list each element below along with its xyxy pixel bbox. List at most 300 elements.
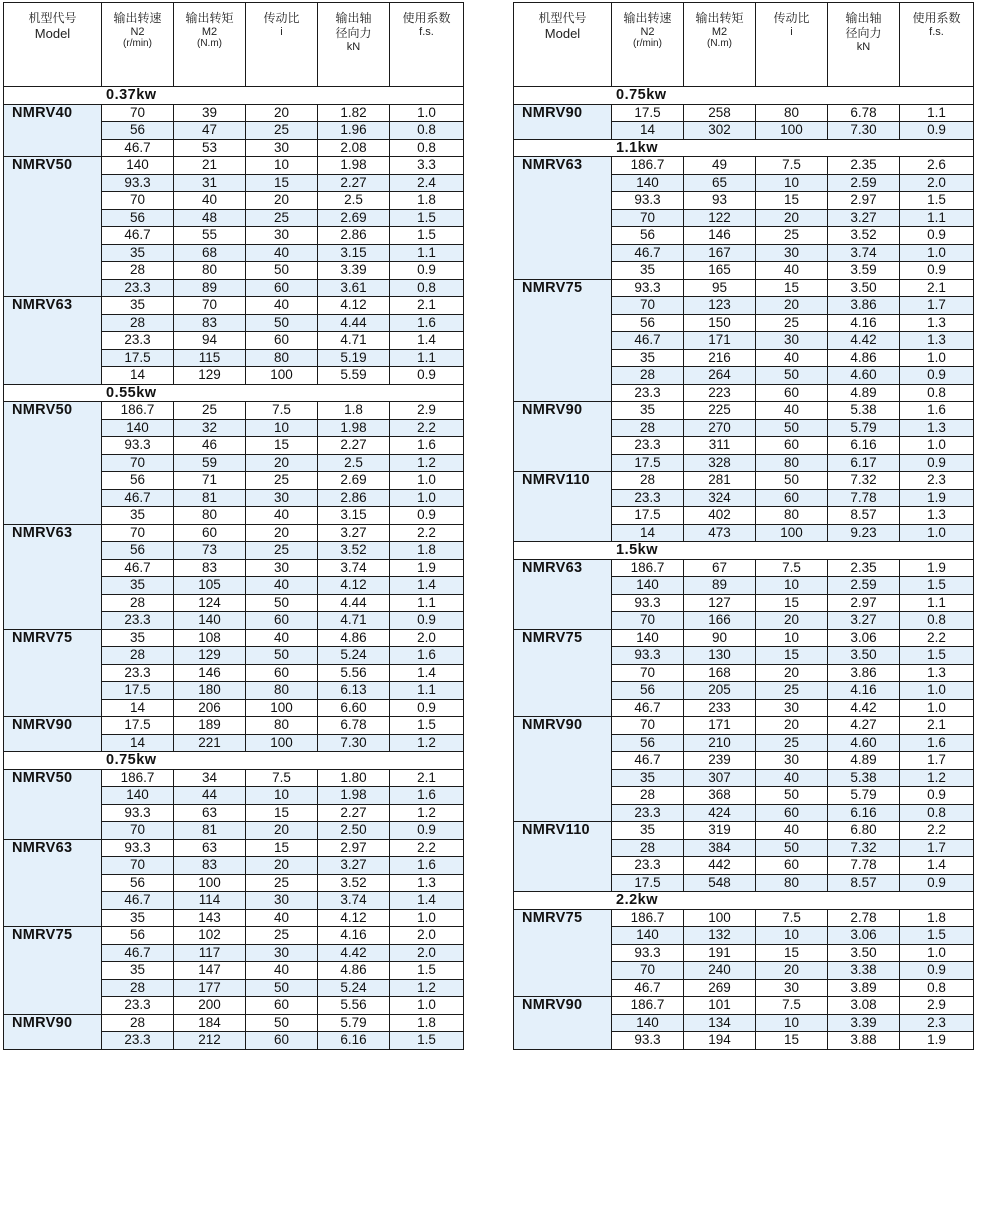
model-code: NMRV50	[4, 157, 102, 297]
cell-output-torque: 194	[684, 1032, 756, 1050]
cell-output-speed: 46.7	[612, 979, 684, 997]
header-row	[4, 3, 464, 87]
model-code: NMRV63	[514, 157, 612, 280]
cell-radial-force: 3.27	[318, 857, 390, 875]
cell-ratio: 40	[246, 909, 318, 927]
header-ratio: 传动比 i	[756, 3, 828, 87]
model-code: NMRV90	[4, 717, 102, 752]
power-section-row	[4, 384, 464, 402]
cell-output-speed: 70	[612, 612, 684, 630]
cell-service-factor: 1.5	[900, 577, 974, 595]
model-code: NMRV75	[4, 629, 102, 717]
cell-output-torque: 319	[684, 822, 756, 840]
cell-radial-force: 5.38	[828, 769, 900, 787]
cell-output-speed: 46.7	[102, 489, 174, 507]
cell-output-speed: 186.7	[612, 559, 684, 577]
table-row	[514, 104, 974, 122]
table-row	[4, 629, 464, 647]
cell-output-speed: 28	[612, 787, 684, 805]
cell-output-speed: 17.5	[612, 454, 684, 472]
cell-ratio: 40	[246, 297, 318, 315]
cell-service-factor: 1.3	[900, 332, 974, 350]
cell-radial-force: 5.79	[828, 787, 900, 805]
cell-output-torque: 324	[684, 489, 756, 507]
cell-service-factor: 1.3	[390, 874, 464, 892]
cell-output-torque: 32	[174, 419, 246, 437]
cell-radial-force: 4.12	[318, 297, 390, 315]
model-code: NMRV90	[514, 997, 612, 1050]
table-body-left	[4, 87, 464, 1050]
cell-ratio: 30	[246, 139, 318, 157]
cell-output-torque: 89	[174, 279, 246, 297]
cell-service-factor: 0.8	[900, 979, 974, 997]
cell-ratio: 40	[756, 822, 828, 840]
cell-radial-force: 3.50	[828, 279, 900, 297]
cell-service-factor: 2.0	[390, 629, 464, 647]
cell-output-speed: 23.3	[612, 804, 684, 822]
cell-radial-force: 4.27	[828, 717, 900, 735]
cell-ratio: 60	[756, 437, 828, 455]
table-row	[4, 402, 464, 420]
model-code: NMRV75	[514, 909, 612, 997]
cell-ratio: 30	[246, 559, 318, 577]
cell-service-factor: 1.5	[390, 717, 464, 735]
cell-output-speed: 14	[102, 699, 174, 717]
cell-output-speed: 35	[612, 262, 684, 280]
cell-ratio: 15	[756, 647, 828, 665]
model-code: NMRV75	[514, 279, 612, 402]
cell-radial-force: 7.30	[318, 734, 390, 752]
cell-radial-force: 1.98	[318, 787, 390, 805]
cell-service-factor: 2.0	[900, 174, 974, 192]
cell-radial-force: 5.56	[318, 997, 390, 1015]
cell-output-speed: 93.3	[612, 279, 684, 297]
cell-radial-force: 3.06	[828, 927, 900, 945]
cell-ratio: 80	[756, 874, 828, 892]
cell-service-factor: 1.0	[390, 489, 464, 507]
cell-radial-force: 2.35	[828, 559, 900, 577]
cell-ratio: 30	[756, 699, 828, 717]
cell-ratio: 30	[756, 979, 828, 997]
cell-ratio: 20	[246, 104, 318, 122]
cell-service-factor: 2.1	[900, 279, 974, 297]
cell-output-torque: 191	[684, 944, 756, 962]
cell-service-factor: 0.9	[900, 262, 974, 280]
cell-service-factor: 1.2	[390, 734, 464, 752]
cell-output-speed: 23.3	[102, 1032, 174, 1050]
cell-output-speed: 140	[612, 927, 684, 945]
cell-service-factor: 1.4	[390, 664, 464, 682]
cell-ratio: 40	[246, 577, 318, 595]
cell-service-factor: 1.4	[390, 577, 464, 595]
spec-table-right	[513, 2, 974, 1050]
cell-output-torque: 47	[174, 122, 246, 140]
cell-service-factor: 1.1	[390, 682, 464, 700]
cell-radial-force: 7.32	[828, 839, 900, 857]
cell-ratio: 15	[246, 804, 318, 822]
cell-service-factor: 0.9	[900, 874, 974, 892]
table-body-right	[514, 87, 974, 1050]
cell-radial-force: 6.78	[318, 717, 390, 735]
cell-ratio: 25	[246, 927, 318, 945]
cell-service-factor: 1.4	[390, 332, 464, 350]
cell-output-torque: 184	[174, 1014, 246, 1032]
header-radial-force: 输出轴 径向力 kN	[828, 3, 900, 87]
cell-service-factor: 0.9	[390, 262, 464, 280]
cell-output-speed: 140	[612, 174, 684, 192]
cell-radial-force: 6.13	[318, 682, 390, 700]
cell-ratio: 50	[246, 262, 318, 280]
cell-output-torque: 140	[174, 612, 246, 630]
cell-output-speed: 70	[102, 192, 174, 210]
cell-output-speed: 186.7	[102, 402, 174, 420]
cell-service-factor: 0.9	[390, 612, 464, 630]
cell-service-factor: 0.9	[390, 822, 464, 840]
cell-output-torque: 307	[684, 769, 756, 787]
cell-ratio: 7.5	[246, 769, 318, 787]
cell-service-factor: 1.5	[390, 209, 464, 227]
cell-output-torque: 40	[174, 192, 246, 210]
model-code: NMRV90	[514, 402, 612, 472]
cell-service-factor: 1.0	[900, 524, 974, 542]
cell-output-speed: 23.3	[612, 857, 684, 875]
cell-radial-force: 4.89	[828, 384, 900, 402]
cell-radial-force: 7.78	[828, 857, 900, 875]
cell-ratio: 50	[246, 1014, 318, 1032]
cell-output-torque: 216	[684, 349, 756, 367]
cell-output-torque: 171	[684, 717, 756, 735]
cell-output-torque: 73	[174, 542, 246, 560]
cell-ratio: 15	[756, 944, 828, 962]
cell-output-speed: 93.3	[612, 944, 684, 962]
cell-output-speed: 93.3	[102, 437, 174, 455]
cell-output-torque: 81	[174, 489, 246, 507]
cell-radial-force: 7.32	[828, 472, 900, 490]
cell-service-factor: 0.8	[390, 122, 464, 140]
cell-ratio: 50	[246, 647, 318, 665]
header-output-torque: 输出转矩 M2 (N.m)	[684, 3, 756, 87]
cell-ratio: 60	[246, 612, 318, 630]
cell-radial-force: 6.60	[318, 699, 390, 717]
cell-output-speed: 46.7	[102, 139, 174, 157]
power-section-row	[4, 87, 464, 105]
cell-service-factor: 1.6	[390, 857, 464, 875]
cell-output-torque: 94	[174, 332, 246, 350]
cell-output-speed: 93.3	[612, 1032, 684, 1050]
cell-service-factor: 0.9	[900, 227, 974, 245]
cell-output-speed: 46.7	[612, 244, 684, 262]
cell-output-speed: 70	[612, 664, 684, 682]
cell-output-torque: 147	[174, 962, 246, 980]
cell-ratio: 15	[246, 174, 318, 192]
cell-service-factor: 2.4	[390, 174, 464, 192]
cell-output-torque: 55	[174, 227, 246, 245]
cell-service-factor: 1.5	[390, 227, 464, 245]
cell-output-torque: 71	[174, 472, 246, 490]
cell-service-factor: 2.3	[900, 1014, 974, 1032]
cell-output-speed: 14	[612, 524, 684, 542]
cell-output-speed: 35	[612, 402, 684, 420]
cell-output-torque: 129	[174, 367, 246, 385]
cell-ratio: 100	[246, 699, 318, 717]
cell-output-speed: 56	[612, 682, 684, 700]
cell-output-torque: 302	[684, 122, 756, 140]
cell-ratio: 40	[246, 244, 318, 262]
cell-output-speed: 28	[612, 839, 684, 857]
cell-radial-force: 4.12	[318, 577, 390, 595]
cell-output-speed: 46.7	[102, 892, 174, 910]
cell-service-factor: 1.8	[390, 1014, 464, 1032]
cell-output-torque: 90	[684, 629, 756, 647]
cell-ratio: 25	[756, 314, 828, 332]
cell-output-torque: 117	[174, 944, 246, 962]
cell-radial-force: 2.5	[318, 192, 390, 210]
power-rating-label: 0.55kw	[4, 384, 464, 402]
cell-ratio: 30	[246, 892, 318, 910]
cell-output-speed: 35	[102, 962, 174, 980]
cell-service-factor: 2.3	[900, 472, 974, 490]
cell-output-torque: 127	[684, 594, 756, 612]
cell-output-torque: 212	[174, 1032, 246, 1050]
cell-ratio: 20	[246, 822, 318, 840]
cell-radial-force: 4.44	[318, 594, 390, 612]
cell-output-torque: 180	[174, 682, 246, 700]
cell-ratio: 15	[756, 594, 828, 612]
model-code: NMRV63	[4, 297, 102, 385]
cell-output-torque: 402	[684, 507, 756, 525]
cell-radial-force: 2.59	[828, 577, 900, 595]
cell-output-speed: 56	[102, 927, 174, 945]
cell-output-speed: 35	[102, 297, 174, 315]
header-service-factor: 使用系数 f.s.	[390, 3, 464, 87]
cell-output-torque: 123	[684, 297, 756, 315]
header-ratio: 传动比 i	[246, 3, 318, 87]
cell-service-factor: 1.2	[900, 769, 974, 787]
cell-output-torque: 270	[684, 419, 756, 437]
cell-radial-force: 3.38	[828, 962, 900, 980]
cell-service-factor: 1.8	[900, 909, 974, 927]
cell-ratio: 80	[246, 682, 318, 700]
power-section-row	[514, 892, 974, 910]
cell-output-speed: 93.3	[612, 192, 684, 210]
cell-output-speed: 17.5	[102, 682, 174, 700]
power-rating-label: 0.37kw	[4, 87, 464, 105]
cell-service-factor: 1.9	[900, 489, 974, 507]
table-row	[514, 909, 974, 927]
cell-ratio: 25	[246, 542, 318, 560]
cell-output-torque: 424	[684, 804, 756, 822]
cell-output-torque: 239	[684, 752, 756, 770]
model-code: NMRV75	[514, 629, 612, 717]
cell-output-torque: 83	[174, 314, 246, 332]
cell-output-torque: 83	[174, 857, 246, 875]
cell-output-torque: 80	[174, 262, 246, 280]
cell-output-torque: 166	[684, 612, 756, 630]
cell-radial-force: 3.15	[318, 244, 390, 262]
cell-ratio: 100	[756, 524, 828, 542]
cell-output-speed: 35	[612, 769, 684, 787]
model-code: NMRV90	[4, 1014, 102, 1049]
cell-radial-force: 2.86	[318, 489, 390, 507]
power-section-row	[514, 87, 974, 105]
spec-table-left	[3, 2, 464, 1050]
cell-ratio: 60	[756, 489, 828, 507]
power-section-row	[514, 542, 974, 560]
cell-ratio: 25	[756, 734, 828, 752]
cell-radial-force: 2.86	[318, 227, 390, 245]
cell-output-speed: 35	[102, 909, 174, 927]
cell-radial-force: 2.69	[318, 209, 390, 227]
cell-output-torque: 39	[174, 104, 246, 122]
model-code: NMRV110	[514, 472, 612, 542]
cell-output-torque: 63	[174, 804, 246, 822]
cell-radial-force: 3.74	[318, 559, 390, 577]
cell-output-torque: 150	[684, 314, 756, 332]
cell-output-torque: 328	[684, 454, 756, 472]
cell-ratio: 20	[756, 962, 828, 980]
table-row	[4, 157, 464, 175]
cell-radial-force: 4.86	[318, 629, 390, 647]
cell-output-speed: 140	[612, 577, 684, 595]
model-code: NMRV90	[514, 104, 612, 139]
cell-output-speed: 70	[102, 454, 174, 472]
cell-service-factor: 0.8	[390, 279, 464, 297]
table-row	[514, 279, 974, 297]
cell-output-torque: 89	[684, 577, 756, 595]
cell-output-torque: 442	[684, 857, 756, 875]
cell-radial-force: 6.16	[318, 1032, 390, 1050]
cell-ratio: 80	[246, 349, 318, 367]
cell-ratio: 60	[246, 279, 318, 297]
cell-radial-force: 1.8	[318, 402, 390, 420]
cell-radial-force: 6.17	[828, 454, 900, 472]
cell-service-factor: 1.3	[900, 419, 974, 437]
cell-ratio: 30	[246, 489, 318, 507]
cell-radial-force: 1.96	[318, 122, 390, 140]
cell-ratio: 25	[246, 874, 318, 892]
cell-ratio: 15	[756, 279, 828, 297]
cell-service-factor: 2.2	[900, 629, 974, 647]
cell-output-speed: 28	[612, 367, 684, 385]
cell-ratio: 30	[246, 944, 318, 962]
cell-output-speed: 17.5	[612, 104, 684, 122]
cell-radial-force: 5.79	[828, 419, 900, 437]
cell-output-speed: 17.5	[102, 717, 174, 735]
cell-service-factor: 1.8	[390, 192, 464, 210]
cell-ratio: 20	[756, 209, 828, 227]
cell-ratio: 40	[756, 262, 828, 280]
cell-output-speed: 140	[102, 419, 174, 437]
model-code: NMRV50	[4, 769, 102, 839]
cell-service-factor: 1.0	[390, 472, 464, 490]
cell-ratio: 60	[246, 664, 318, 682]
cell-ratio: 40	[246, 629, 318, 647]
cell-ratio: 80	[246, 717, 318, 735]
cell-ratio: 25	[246, 122, 318, 140]
cell-output-torque: 129	[174, 647, 246, 665]
cell-output-speed: 23.3	[102, 997, 174, 1015]
cell-service-factor: 2.2	[900, 822, 974, 840]
table-row	[4, 927, 464, 945]
cell-output-torque: 146	[684, 227, 756, 245]
cell-service-factor: 1.0	[900, 349, 974, 367]
cell-output-speed: 93.3	[102, 804, 174, 822]
cell-ratio: 50	[756, 787, 828, 805]
cell-output-speed: 56	[102, 209, 174, 227]
cell-ratio: 10	[246, 157, 318, 175]
cell-output-torque: 384	[684, 839, 756, 857]
table-row	[514, 559, 974, 577]
cell-service-factor: 1.6	[390, 647, 464, 665]
cell-radial-force: 4.16	[828, 682, 900, 700]
cell-service-factor: 2.6	[900, 157, 974, 175]
cell-output-speed: 56	[612, 314, 684, 332]
cell-radial-force: 5.79	[318, 1014, 390, 1032]
cell-ratio: 10	[246, 787, 318, 805]
cell-output-torque: 264	[684, 367, 756, 385]
model-code: NMRV40	[4, 104, 102, 157]
cell-ratio: 20	[246, 192, 318, 210]
cell-service-factor: 2.0	[390, 944, 464, 962]
cell-output-torque: 281	[684, 472, 756, 490]
cell-output-speed: 23.3	[612, 489, 684, 507]
cell-radial-force: 3.39	[828, 1014, 900, 1032]
header-row	[514, 3, 974, 87]
cell-ratio: 60	[756, 384, 828, 402]
cell-output-torque: 221	[174, 734, 246, 752]
cell-output-speed: 56	[612, 227, 684, 245]
cell-output-speed: 186.7	[612, 997, 684, 1015]
cell-output-speed: 70	[612, 962, 684, 980]
table-row	[514, 472, 974, 490]
cell-service-factor: 1.0	[900, 699, 974, 717]
cell-service-factor: 1.1	[900, 594, 974, 612]
cell-output-speed: 23.3	[102, 332, 174, 350]
cell-service-factor: 1.0	[390, 997, 464, 1015]
cell-radial-force: 6.80	[828, 822, 900, 840]
cell-radial-force: 2.69	[318, 472, 390, 490]
cell-output-speed: 186.7	[612, 157, 684, 175]
cell-ratio: 50	[756, 367, 828, 385]
cell-service-factor: 0.9	[900, 454, 974, 472]
cell-radial-force: 2.08	[318, 139, 390, 157]
cell-output-torque: 143	[174, 909, 246, 927]
cell-service-factor: 1.1	[900, 104, 974, 122]
header-model: 机型代号 Model	[4, 3, 102, 87]
cell-radial-force: 2.59	[828, 174, 900, 192]
cell-service-factor: 1.5	[900, 192, 974, 210]
table-row	[4, 524, 464, 542]
cell-output-torque: 223	[684, 384, 756, 402]
cell-ratio: 10	[756, 1014, 828, 1032]
cell-ratio: 30	[246, 227, 318, 245]
cell-output-torque: 100	[174, 874, 246, 892]
cell-service-factor: 1.0	[900, 437, 974, 455]
cell-radial-force: 3.06	[828, 629, 900, 647]
cell-radial-force: 4.16	[828, 314, 900, 332]
cell-radial-force: 2.50	[318, 822, 390, 840]
cell-ratio: 7.5	[756, 559, 828, 577]
cell-output-torque: 108	[174, 629, 246, 647]
cell-service-factor: 1.3	[900, 314, 974, 332]
cell-radial-force: 2.5	[318, 454, 390, 472]
cell-service-factor: 3.3	[390, 157, 464, 175]
table-row	[4, 717, 464, 735]
cell-service-factor: 1.0	[390, 909, 464, 927]
cell-radial-force: 3.86	[828, 664, 900, 682]
cell-output-speed: 70	[612, 297, 684, 315]
cell-service-factor: 1.6	[900, 734, 974, 752]
